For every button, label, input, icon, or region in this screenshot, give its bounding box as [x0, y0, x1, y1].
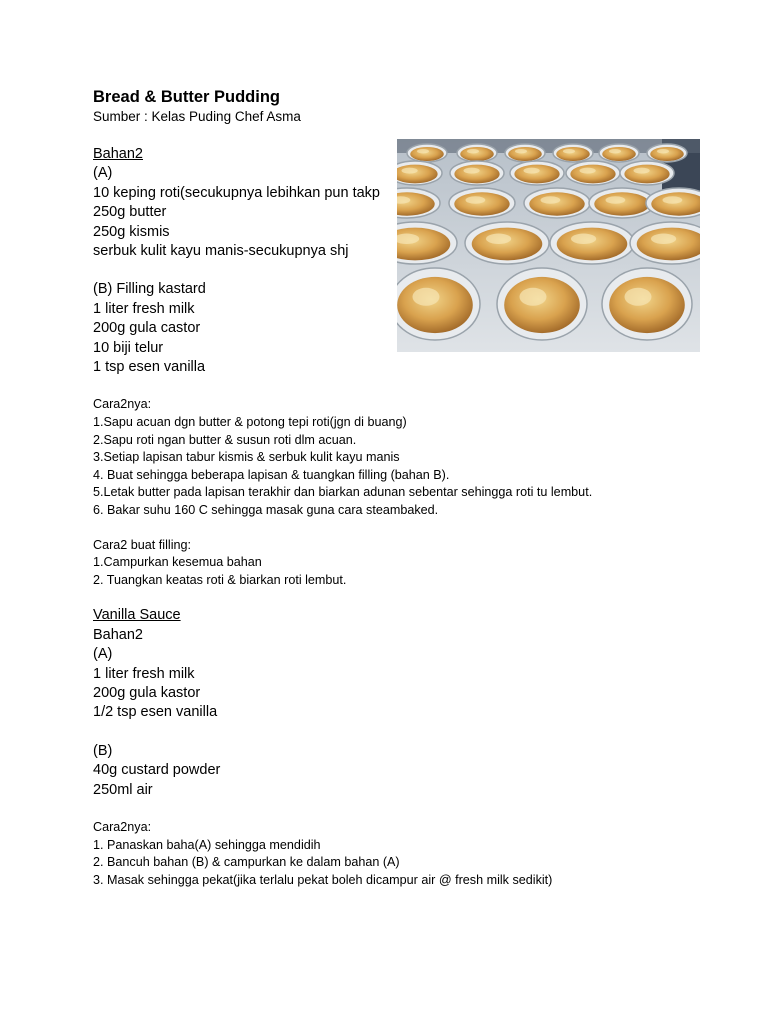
- recipe-title: Bread & Butter Pudding: [93, 88, 281, 106]
- ingredients-heading: Bahan2: [93, 146, 143, 162]
- method-step: 1.Sapu acuan dgn butter & potong tepi roti(jgn di buang): [93, 415, 407, 430]
- sauce-ingredient-line: (B): [93, 742, 113, 759]
- ingredient-line: serbuk kulit kayu manis-secukupnya shj: [93, 243, 349, 260]
- filling-heading: Cara2 buat filling:: [93, 537, 192, 552]
- pudding-photo: [397, 139, 700, 352]
- filling-step: 1.Campurkan kesemua bahan: [93, 555, 262, 570]
- method-step: 5.Letak butter pada lapisan terakhir dan biarkan adunan sebentar sehingga roti tu lembut.: [93, 485, 593, 500]
- sauce-ingredient-line: 250ml air: [93, 781, 153, 798]
- ingredient-line: 1 liter fresh milk: [93, 300, 195, 317]
- sauce-ingredient-line: (A): [93, 646, 113, 663]
- ingredient-line: 250g butter: [93, 204, 167, 221]
- ingredient-line: 200g gula castor: [93, 320, 201, 337]
- sauce-method-step: 3. Masak sehingga pekat(jika terlalu pekat boleh dicampur air @ fresh milk sedikit): [93, 872, 553, 887]
- sauce-ingredient-line: 1/2 tsp esen vanilla: [93, 704, 218, 721]
- sauce-ingredients-heading: Bahan2: [93, 626, 143, 643]
- sauce-ingredient-line: 1 liter fresh milk: [93, 665, 195, 682]
- ingredient-line: (A): [93, 165, 113, 182]
- sauce-method-heading: Cara2nya:: [93, 820, 152, 835]
- method-heading: Cara2nya:: [93, 397, 152, 412]
- method-step: 2.Sapu roti ngan butter & susun roti dlm acuan.: [93, 432, 357, 447]
- filling-step: 2. Tuangkan keatas roti & biarkan roti lembut.: [93, 572, 347, 587]
- ingredient-line: 1 tsp esen vanilla: [93, 359, 206, 376]
- sauce-method-step: 2. Bancuh bahan (B) & campurkan ke dalam bahan (A): [93, 855, 400, 870]
- sauce-ingredient-line: 40g custard powder: [93, 762, 221, 779]
- method-step: 4. Buat sehingga beberapa lapisan & tuangkan filling (bahan B).: [93, 467, 450, 482]
- ingredient-line: (B) Filling kastard: [93, 281, 206, 298]
- recipe-source: Sumber : Kelas Puding Chef Asma: [93, 109, 301, 124]
- sauce-ingredient-line: 200g gula kastor: [93, 685, 201, 702]
- ingredient-line: 10 biji telur: [93, 339, 164, 356]
- sauce-title: Vanilla Sauce: [93, 607, 181, 624]
- ingredient-line: 10 keping roti(secukupnya lebihkan pun takp: [93, 184, 380, 201]
- ingredient-line: 250g kismis: [93, 223, 170, 240]
- method-step: 3.Setiap lapisan tabur kismis & serbuk kulit kayu manis: [93, 450, 400, 465]
- method-step: 6. Bakar suhu 160 C sehingga masak guna cara steambaked.: [93, 503, 439, 518]
- sauce-method-step: 1. Panaskan baha(A) sehingga mendidih: [93, 837, 321, 852]
